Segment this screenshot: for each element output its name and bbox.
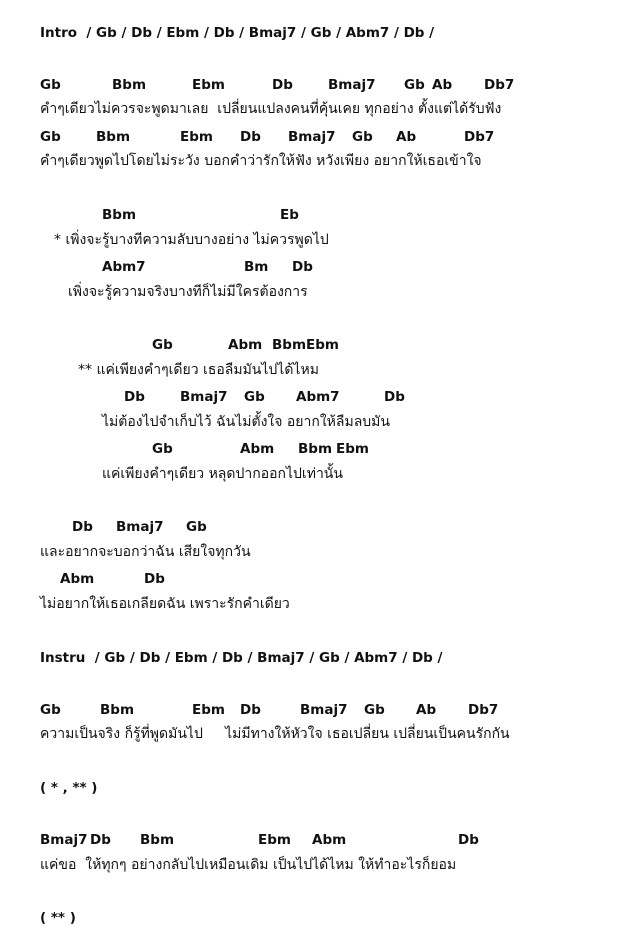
chord-symbol: Bmaj7 xyxy=(116,519,164,535)
chord-symbol: Gb xyxy=(152,337,173,353)
chord-symbol: Db7 xyxy=(468,702,499,718)
chord-symbol: Abm xyxy=(228,337,263,353)
chord-symbol: Bbm xyxy=(102,207,137,223)
chorus-chords-1 xyxy=(0,335,620,355)
chorus-lyrics-3: แค่เพียงคำๆเดียว หลุดปากออกไปเท่านั้น xyxy=(102,466,343,482)
chord-symbol: Db xyxy=(90,832,111,848)
verse1-chords-2 xyxy=(0,127,620,147)
chord-symbol: Ebm xyxy=(192,77,225,93)
chord-symbol: Bmaj7 xyxy=(300,702,348,718)
chord-symbol: Bbm xyxy=(100,702,135,718)
chord-symbol: Bbm xyxy=(140,832,175,848)
intro-line: Intro / Gb / Db / Ebm / Db / Bmaj7 / Gb / Abm7 / Db / xyxy=(40,25,435,41)
chord-symbol: Gb xyxy=(352,129,373,145)
chord-symbol: Db xyxy=(458,832,479,848)
chord-symbol: Db xyxy=(292,259,313,275)
chord-symbol: Ebm xyxy=(336,441,369,457)
chord-symbol: Ab xyxy=(396,129,417,145)
chord-symbol: Abm7 xyxy=(296,389,340,405)
chord-symbol: Bmaj7 xyxy=(288,129,336,145)
chorus-chords-3 xyxy=(0,439,620,459)
verse1-lyrics-2: คำๆเดียวพูดไปโดยไม่ระวัง บอกคำว่ารักให้ฟัง หวังเพียง อยากให้เธอเข้าใจ xyxy=(40,153,482,169)
bridge-chords-1 xyxy=(0,517,620,537)
chord-symbol: Bbm xyxy=(96,129,131,145)
chord-symbol: Db xyxy=(72,519,93,535)
chord-symbol: Gb xyxy=(364,702,385,718)
chord-symbol: Ebm xyxy=(258,832,291,848)
chord-symbol: Ab xyxy=(416,702,437,718)
chord-symbol: Db xyxy=(240,129,261,145)
chord-symbol: Bm xyxy=(244,259,269,275)
chord-symbol: Db7 xyxy=(464,129,495,145)
chorus-chords-2 xyxy=(0,387,620,407)
chord-symbol: Ab xyxy=(432,77,453,93)
chord-symbol: Abm xyxy=(312,832,347,848)
chord-symbol: Bmaj7 xyxy=(40,832,88,848)
prechorus-chords-1 xyxy=(0,205,620,225)
chord-symbol: Db xyxy=(272,77,293,93)
chord-symbol: Eb xyxy=(280,207,299,223)
prechorus-chords-2 xyxy=(0,257,620,277)
bridge-lyrics-2: ไม่อยากให้เธอเกลียดฉัน เพราะรักคำเดียว xyxy=(40,596,290,612)
chord-symbol: Bmaj7 xyxy=(328,77,376,93)
chord-symbol: Gb xyxy=(244,389,265,405)
chord-symbol: Db7 xyxy=(484,77,515,93)
prechorus-lyrics-1: * เพิ่งจะรู้บางทีความลับบางอย่าง ไม่ควรพูดไป xyxy=(54,232,329,248)
outro-lyrics-1: แค่ขอ ให้ทุกๆ อย่างกลับไปเหมือนเดิม เป็นไปได้ไหม ให้ทำอะไรก็ยอม xyxy=(40,857,457,873)
chord-symbol: Ebm xyxy=(306,337,339,353)
chord-symbol: Gb xyxy=(40,702,61,718)
repeat-marker-1: ( * , ** ) xyxy=(40,780,98,796)
chord-symbol: Db xyxy=(384,389,405,405)
chord-symbol: Db xyxy=(144,571,165,587)
chord-symbol: Bbm xyxy=(272,337,307,353)
chord-symbol: Abm7 xyxy=(102,259,146,275)
chord-symbol: Gb xyxy=(404,77,425,93)
chord-symbol: Db xyxy=(240,702,261,718)
chord-symbol: Db xyxy=(124,389,145,405)
chorus-lyrics-1: ** แค่เพียงคำๆเดียว เธอลืมมันไปได้ไหม xyxy=(78,362,319,378)
chord-symbol: Abm xyxy=(60,571,95,587)
chord-symbol: Gb xyxy=(186,519,207,535)
repeat-marker-2: ( ** ) xyxy=(40,910,76,926)
chord-symbol: Bmaj7 xyxy=(180,389,228,405)
chord-symbol: Gb xyxy=(40,77,61,93)
prechorus-lyrics-2: เพิ่งจะรู้ความจริงบางทีก็ไม่มีใครต้องการ xyxy=(68,284,308,300)
verse2-lyrics-1: ความเป็นจริง ก็รู้ที่พูดมันไป ไม่มีทางให้หัวใจ เธอเปลี่ยน เปลี่ยนเป็นคนรักกัน xyxy=(40,726,510,742)
chord-symbol: Ebm xyxy=(192,702,225,718)
verse1-chords-1 xyxy=(0,75,620,95)
chorus-lyrics-2: ไม่ต้องไปจำเก็บไว้ ฉันไม่ตั้งใจ อยากให้ลืมลบมัน xyxy=(102,414,390,430)
chord-symbol: Ebm xyxy=(180,129,213,145)
chord-symbol: Gb xyxy=(152,441,173,457)
outro-chords-1 xyxy=(0,830,620,850)
bridge-chords-2 xyxy=(0,569,620,589)
chord-symbol: Abm xyxy=(240,441,275,457)
chord-symbol: Gb xyxy=(40,129,61,145)
verse2-chords-1 xyxy=(0,700,620,720)
chord-symbol: Bbm xyxy=(298,441,333,457)
chord-symbol: Bbm xyxy=(112,77,147,93)
bridge-lyrics-1: และอยากจะบอกว่าฉัน เสียใจทุกวัน xyxy=(40,544,251,560)
verse1-lyrics-1: คำๆเดียวไม่ควรจะพูดมาเลย เปลี่ยนแปลงคนที่คุ้นเคย ทุกอย่าง ตั้งแต่ได้รับฟัง xyxy=(40,101,502,117)
instru-line: Instru / Gb / Db / Ebm / Db / Bmaj7 / Gb / Abm7 / Db / xyxy=(40,650,443,666)
